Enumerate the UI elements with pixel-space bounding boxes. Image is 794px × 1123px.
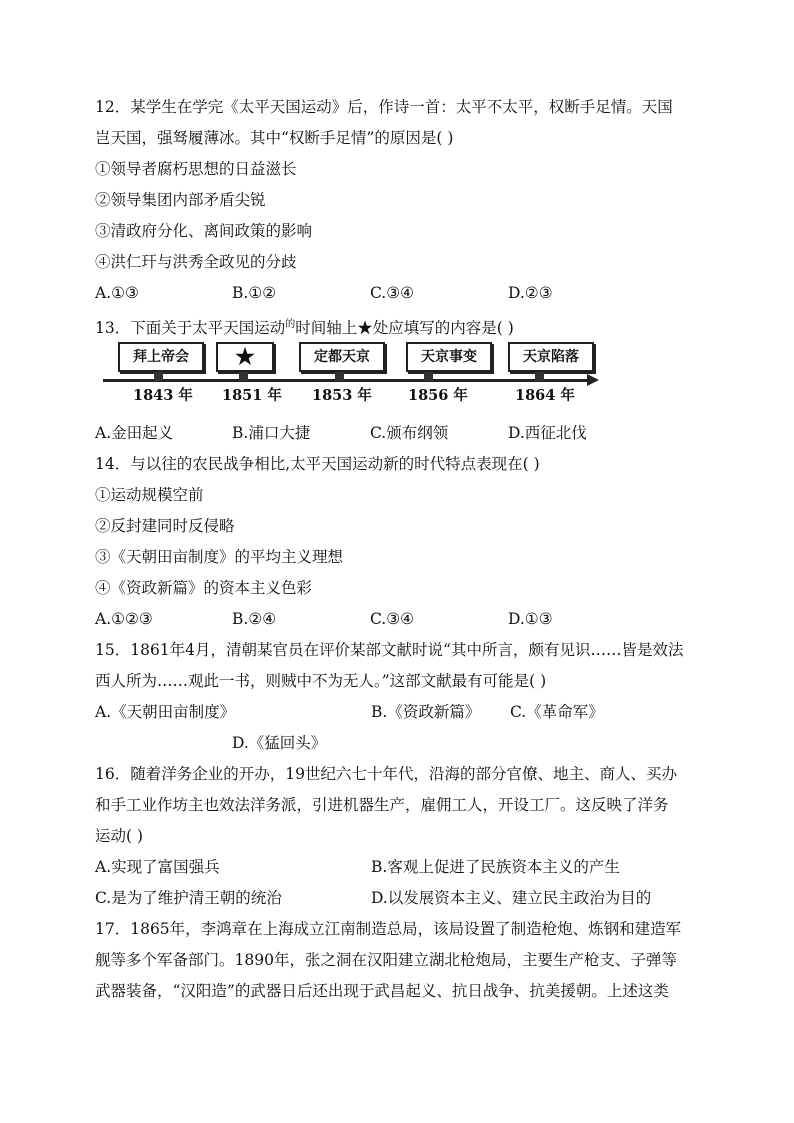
timeline-arrow-icon (587, 374, 599, 386)
q12-item-3: ③清政府分化、离间政策的影响 (95, 222, 313, 240)
q16-option-d[interactable]: D.以发展资本主义、建立民主政治为目的 (371, 889, 652, 907)
timeline-year-2: 1851 年 (222, 387, 282, 404)
q14-item-2: ②反封建同时反侵略 (95, 517, 235, 535)
q15-stem-line2: 西人所为……观此一书，则贼中不为无人。”这部文献最有可能是( ) (95, 672, 547, 690)
q16-stem-line3: 运动( ) (95, 827, 144, 845)
q12-item-4: ④洪仁玕与洪秀全政见的分歧 (95, 253, 297, 271)
timeline-event-5: 天京陷落 (508, 342, 594, 372)
timeline-tick (424, 372, 433, 381)
q16-options-row2 (95, 883, 705, 914)
q14-item-4: ④《资政新篇》的资本主义色彩 (95, 579, 313, 597)
q15-option-c[interactable]: C.《革命军》 (510, 703, 604, 721)
timeline-event-star-icon: ★ (216, 342, 274, 372)
q13-option-b[interactable]: B.浦口大捷 (232, 424, 311, 442)
q12-stem-line2: 岂天国，强驽履薄冰。其中“权断手足情”的原因是( ) (95, 129, 454, 147)
q13-option-d[interactable]: D.西征北伐 (508, 424, 587, 442)
q13-stem-post: 时间轴上★处应填写的内容是( ) (295, 319, 514, 337)
q16-option-c[interactable]: C.是为了维护清王朝的统治 (95, 889, 282, 907)
q13-timeline (103, 342, 603, 414)
q17-stem-line2: 舰等多个军备部门。1890年，张之洞在汉阳建立湖北枪炮局，主要生产枪支、子弹等 (95, 951, 677, 969)
q16-stem-line1: 16．随着洋务企业的开办，19世纪六七十年代，沿海的部分官僚、地主、商人、买办 (95, 765, 677, 783)
timeline-year-5: 1864 年 (515, 387, 575, 404)
timeline-event-4: 天京事变 (406, 342, 492, 372)
timeline-year-1: 1843 年 (133, 387, 193, 404)
q15-options-row1 (95, 697, 705, 728)
q12-option-b[interactable]: B.①② (232, 284, 277, 302)
q16-option-b[interactable]: B.客观上促进了民族资本主义的产生 (371, 858, 620, 876)
timeline-tick (239, 372, 248, 381)
timeline-tick (535, 372, 544, 381)
q15-options-row2 (95, 728, 705, 759)
timeline-event-3: 定都天京 (299, 342, 385, 372)
q17-stem-line3: 武器装备，“汉阳造”的武器日后还出现于武昌起义、抗日战争、抗美援朝。上述这类 (95, 982, 669, 1000)
q15-option-d[interactable]: D.《猛回头》 (232, 734, 327, 752)
q14-options (95, 604, 705, 635)
q14-option-c[interactable]: C.③④ (370, 610, 415, 628)
timeline-event-1: 拜上帝会 (118, 342, 204, 372)
q12-option-d[interactable]: D.②③ (508, 284, 553, 302)
q13-option-c[interactable]: C.颁布纲领 (370, 424, 449, 442)
q12-item-1: ①领导者腐朽思想的日益滋长 (95, 160, 297, 178)
q14-item-3: ③《天朝田亩制度》的平均主义理想 (95, 548, 344, 566)
q15-option-b[interactable]: B.《资政新篇》 (371, 703, 481, 721)
q14-option-a[interactable]: A.①②③ (95, 610, 153, 628)
timeline-axis (103, 379, 589, 382)
q14-option-b[interactable]: B.②④ (232, 610, 277, 628)
q13-stem-pre: 13．下面关于太平天国运动 (95, 319, 286, 337)
timeline-year-3: 1853 年 (312, 387, 372, 404)
timeline-tick (335, 372, 344, 381)
q15-option-a[interactable]: A.《天朝田亩制度》 (95, 703, 236, 721)
q12-options (95, 278, 705, 309)
q14-option-d[interactable]: D.①③ (508, 610, 553, 628)
q13-stem (95, 309, 705, 340)
q12-option-a[interactable]: A.①③ (95, 284, 139, 302)
q16-option-a[interactable]: A.实现了富国强兵 (95, 858, 220, 876)
q17-stem-line1: 17．1865年，李鸿章在上海成立江南制造总局，该局设置了制造枪炮、炼钢和建造军 (95, 920, 682, 938)
timeline-tick (154, 372, 163, 381)
q14-item-1: ①运动规模空前 (95, 486, 204, 504)
q16-stem-line2: 和手工业作坊主也效法洋务派，引进机器生产，雇佣工人，开设工厂。这反映了洋务 (95, 796, 669, 814)
timeline-year-4: 1856 年 (408, 387, 468, 404)
q15-stem-line1: 15．1861年4月，清朝某官员在评价某部文献时说“其中所言，颇有见识……皆是效法 (95, 641, 684, 659)
q12-item-2: ②领导集团内部矛盾尖锐 (95, 191, 266, 209)
exam-page (95, 92, 705, 1007)
q16-options-row1 (95, 852, 705, 883)
q14-stem: 14．与以往的农民战争相比,太平天国运动新的时代特点表现在( ) (95, 455, 540, 473)
q13-options (95, 418, 705, 449)
q12-stem-line1: 12．某学生在学完《太平天国运动》后，作诗一首：太平不太平，权断手足情。天国 (95, 98, 673, 116)
q13-option-a[interactable]: A.金田起义 (95, 424, 174, 442)
q13-stem-sup: 的 (285, 319, 296, 330)
q12-option-c[interactable]: C.③④ (370, 284, 415, 302)
